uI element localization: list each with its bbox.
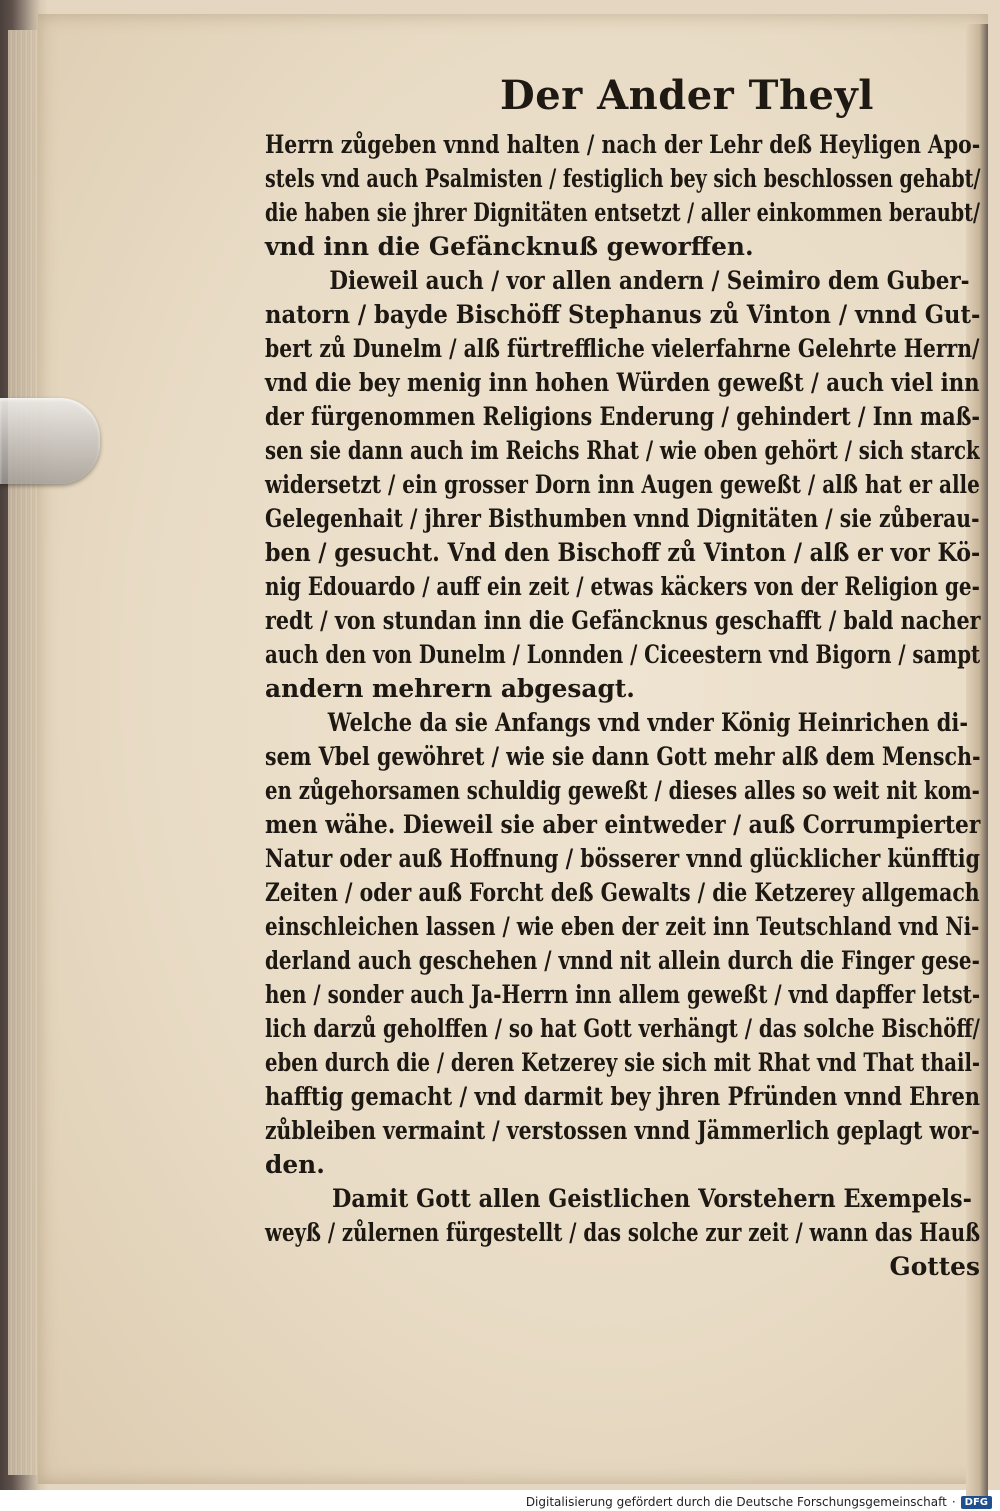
text-line: vnd die bey menig inn hohen Würden geweßt / auch viel inn [265,368,980,397]
text-line: auch den von Dunelm / Lonnden / Ciceestern vnd Bigorn / sampt [265,640,981,669]
running-head: Der Ander Theyl [500,72,874,119]
paragraph-start-line: Dieweil auch / vor allen andern / Seimiro dem Guber- [329,266,970,295]
text-line: ben / gesucht. Vnd den Bischoff zů Vinton / alß er vor Kö- [265,538,981,567]
text-line: stels vnd auch Psalmisten / festiglich bey sich beschlossen gehabt/ [265,164,981,193]
text-line: Natur oder auß Hoffnung / bösserer vnnd glücklicher künfftig [265,844,980,873]
text-line: eben durch die / deren Ketzerey sie sich mit Rhat vnd That thail- [265,1048,981,1077]
text-line: zůbleiben vermaint / verstossen vnnd Jämmerlich geplagt wor- [265,1116,980,1145]
text-line: andern mehrern abgesagt. [265,674,635,703]
text-line: bert zů Dunelm / alß fürtreffliche vielerfahrne Gelehrte Herrn/ [265,334,980,363]
paragraph-start-line: Welche da sie Anfangs vnd vnder König Heinrichen di- [327,708,969,737]
text-line: sem Vbel gewöhret / wie sie dann Gott mehr alß dem Mensch- [265,742,981,771]
paragraph-start-line: Damit Gott allen Geistlichen Vorstehern Exempels- [332,1184,972,1213]
text-line: natorn / bayde Bischöff Stephanus zů Vinton / vnnd Gut- [265,300,981,329]
text-line: einschleichen lassen / wie eben der zeit inn Teutschland vnd Ni- [265,912,980,941]
text-line: en zůgehorsamen schuldig geweßt / dieses alles so weit nit kom- [265,776,980,805]
text-line: hafftig gemacht / vnd darmit bey jhren Pfründen vnnd Ehren [265,1082,981,1111]
text-line: weyß / zůlernen fürgestellt / das solche zur zeit / wann das Hauß [265,1218,981,1247]
text-line: Zeiten / oder auß Forcht deß Gewalts / die Ketzerey allgemach [265,878,980,907]
text-line: redt / von stundan inn die Gefäncknus geschafft / bald nacher [265,606,981,635]
catchword: Gottes [889,1252,980,1281]
text-line: Herrn zůgeben vnnd halten / nach der Lehr deß Heyligen Apo- [265,130,981,159]
text-line: lich darzů geholffen / so hat Gott verhängt / das solche Bischöff/ [265,1014,980,1043]
text-line: hen / sonder auch Ja-Herrn inn allem geweßt / vnd dapffer letst- [265,980,981,1009]
text-line: derland auch geschehen / vnnd nit allein durch die Finger gese- [265,946,980,975]
text-line: die haben sie jhrer Dignitäten entsetzt / aller einkommen beraubt/ [265,198,980,227]
text-line: der fürgenommen Religions Enderung / gehindert / Inn maß- [265,402,981,431]
text-line: nig Edouardo / auff ein zeit / etwas käckers von der Religion ge- [265,572,980,601]
credit-text: Digitalisierung gefördert durch die Deutsche Forschungsgemeinschaft [525,1495,947,1509]
dfg-logo: DFG [961,1496,992,1509]
text-line: Gelegenhait / jhrer Bisthumben vnnd Dignitäten / sie zůberau- [265,504,980,533]
page-edges [8,30,40,1475]
text-line: vnd inn die Gefäncknuß geworffen. [265,232,754,261]
text-line: widersetzt / ein grosser Dorn inn Augen geweßt / alß hat er alle [265,470,980,499]
text-line: den. [265,1150,325,1179]
body-text [265,128,985,1284]
separator-dot: · [951,1495,956,1509]
text-line: men wähe. Dieweil sie aber eintweder / auß Corrumpierter [265,810,981,839]
page-holder-clip [0,398,100,484]
text-line: sen sie dann auch im Reichs Rhat / wie oben gehört / sich starck [265,436,980,465]
digitization-credit [526,1495,992,1509]
